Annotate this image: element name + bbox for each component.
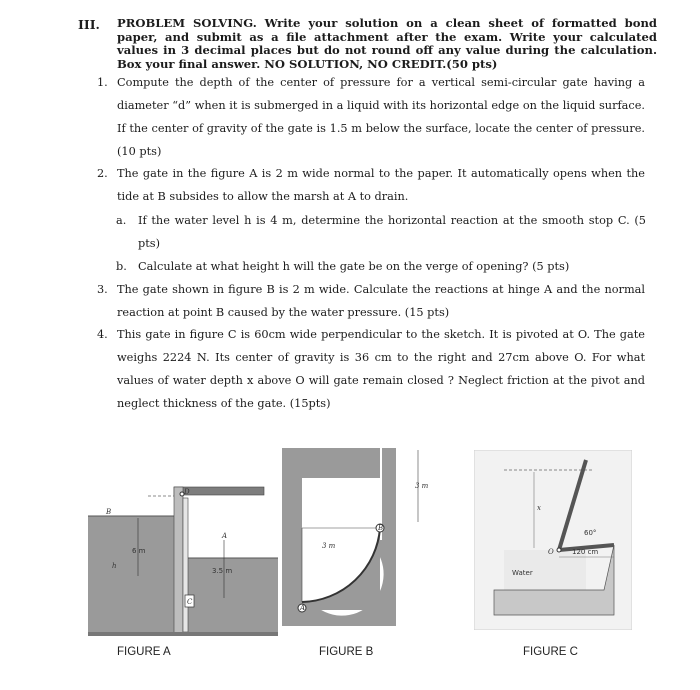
marsh-water-right xyxy=(188,558,278,634)
label-h: h xyxy=(112,562,117,570)
problem-text: The gate in the figure A is 2 m wide normal to the paper. It automatically opens when the tide at B subsides to allow the marsh at A to drain. xyxy=(117,167,645,203)
problem-3 xyxy=(97,278,645,324)
problem-number: 1. xyxy=(97,76,108,89)
subproblem-number: b. xyxy=(116,260,127,273)
problem-text: Compute the depth of the center of pressure for a vertical semi-circular gate having a diameter “d” when it is submerged in a liquid with its horizontal edge on the liquid surface. If the center of gravity of the gate is 1.5 m below the surface, locate the center of pressure. (10 pts) xyxy=(117,76,645,158)
tide-water-left xyxy=(88,516,174,634)
problem-text: The gate shown in figure B is 2 m wide. Calculate the reactions at hinge A and the normal reaction at point B caused by the water pressure. (15 pts) xyxy=(117,283,645,319)
caption-figure-b: FIGURE B xyxy=(319,646,374,658)
problem-number: 2. xyxy=(97,167,108,180)
problem-text: This gate in figure C is 60cm wide perpendicular to the sketch. It is pivoted at O. The gate weighs 2224 N. Its center of gravity is 36 cm to the right and 27cm above O. For what values of water depth x above O will gate remain closed ? Neglect friction at the pivot and neglect thickness of the gate. (15pts) xyxy=(117,328,645,410)
label-6m: 6 m xyxy=(132,547,146,555)
caption-figure-a: FIGURE A xyxy=(117,646,171,658)
label-d: D xyxy=(184,488,190,496)
problem-2 xyxy=(97,162,645,208)
gate-post xyxy=(174,487,183,635)
subproblem-a xyxy=(116,209,646,255)
label-water: Water xyxy=(512,569,533,577)
pivot-o xyxy=(557,548,561,552)
label-b: B xyxy=(106,508,112,516)
subproblem-b xyxy=(116,255,646,278)
label-120cm: 120 cm xyxy=(572,548,599,556)
label-angle: 60° xyxy=(584,529,597,537)
problem-4 xyxy=(97,323,645,415)
label-x: x xyxy=(537,504,541,512)
gate-panel xyxy=(183,498,188,632)
figure-c xyxy=(474,450,632,630)
label-radius-3m: 3 m xyxy=(322,542,336,550)
figure-a xyxy=(88,468,278,636)
figure-b xyxy=(278,448,440,634)
problem-number: 4. xyxy=(97,328,108,341)
label-c: C xyxy=(187,598,193,606)
subproblem-number: a. xyxy=(116,214,127,227)
label-b: B xyxy=(378,524,384,532)
label-a: A xyxy=(222,532,228,540)
label-a: A xyxy=(300,604,306,612)
section-number: III. xyxy=(78,17,100,32)
label-top-3m: 3 m xyxy=(415,482,429,490)
problem-number: 3. xyxy=(97,283,108,296)
caption-figure-c: FIGURE C xyxy=(523,646,578,658)
subproblem-text: If the water level h is 4 m, determine the horizontal reaction at the smooth stop C. (5 pts) xyxy=(138,214,646,250)
label-3-5m: 3.5 m xyxy=(212,567,233,575)
label-o: O xyxy=(548,548,554,556)
problem-1 xyxy=(97,71,645,163)
ground xyxy=(88,632,278,636)
subproblem-text: Calculate at what height h will the gate be on the verge of opening? (5 pts) xyxy=(138,260,570,273)
section-instructions: PROBLEM SOLVING. Write your solution on a clean sheet of formatted bond paper, and submit as a file attachment after the exam. Write your calculated values in 3 decimal places but do not round off any value during the calculation. Box your final answer. NO SOLUTION, NO CREDIT.(50 pts) xyxy=(117,16,657,71)
